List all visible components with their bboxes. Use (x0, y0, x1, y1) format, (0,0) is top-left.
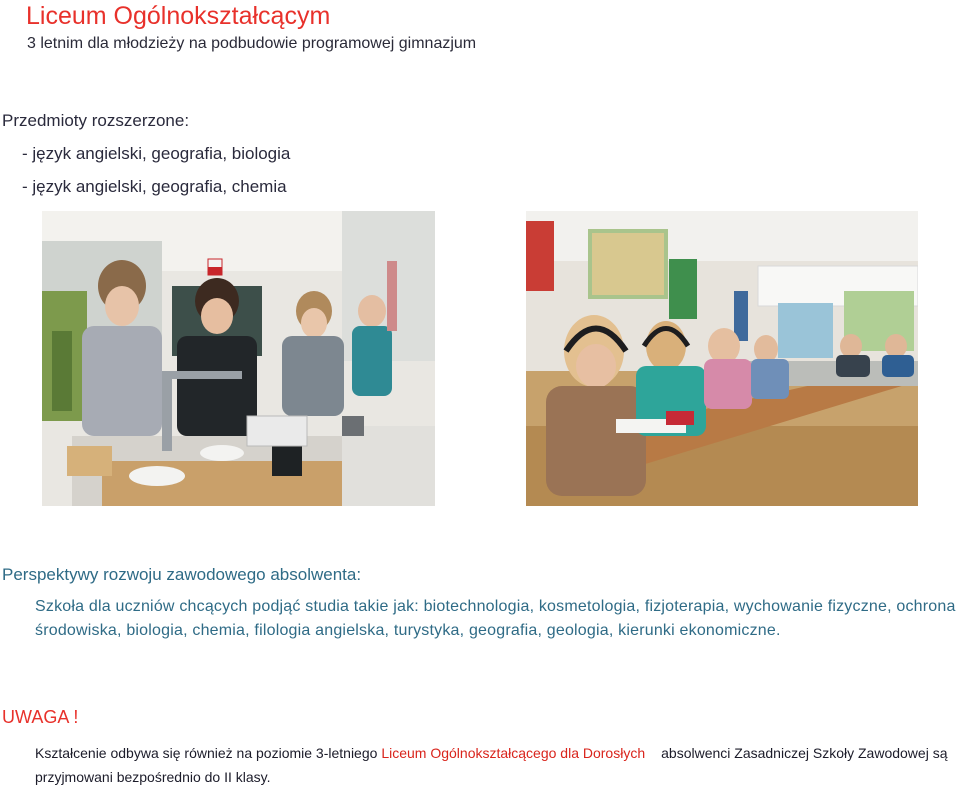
notice-highlight: Liceum Ogólnokształcącego dla Dorosłych (381, 745, 646, 761)
page-subtitle: 3 letnim dla młodzieży na podbudowie programowej gimnazjum (27, 35, 477, 52)
perspectives-heading: Perspektywy rozwoju zawodowego absolwenta: (2, 565, 362, 584)
language-lab-photo (526, 211, 918, 506)
notice-label: UWAGA ! (2, 707, 79, 727)
perspectives-text: Szkoła dla uczniów chcących podjąć studia takie jak: biotechnologia, kosmetologia, fizjoterapia, wychowanie fizyczne, ochrona środowiska, biologia, chemia, filologia angielska, turystyka, geografia, geologia, kierunki ekonomiczne. (35, 598, 956, 639)
subject-item: - język angielski, geografia, chemia (22, 177, 287, 196)
chemistry-lab-photo (42, 211, 435, 506)
subject-item: - język angielski, geografia, biologia (22, 144, 291, 163)
page-title: Liceum Ogólnokształcącym (26, 2, 331, 30)
notice-text (35, 741, 960, 789)
subjects-heading: Przedmioty rozszerzone: (2, 111, 190, 130)
notice-text-before: Kształcenie odbywa się również na poziomie 3-letniego (35, 745, 382, 761)
notice-text-after: absolwenci Zasadniczej Szkoły Zawodowej są przyjmowani bezpośrednio do II klasy. (35, 745, 948, 785)
